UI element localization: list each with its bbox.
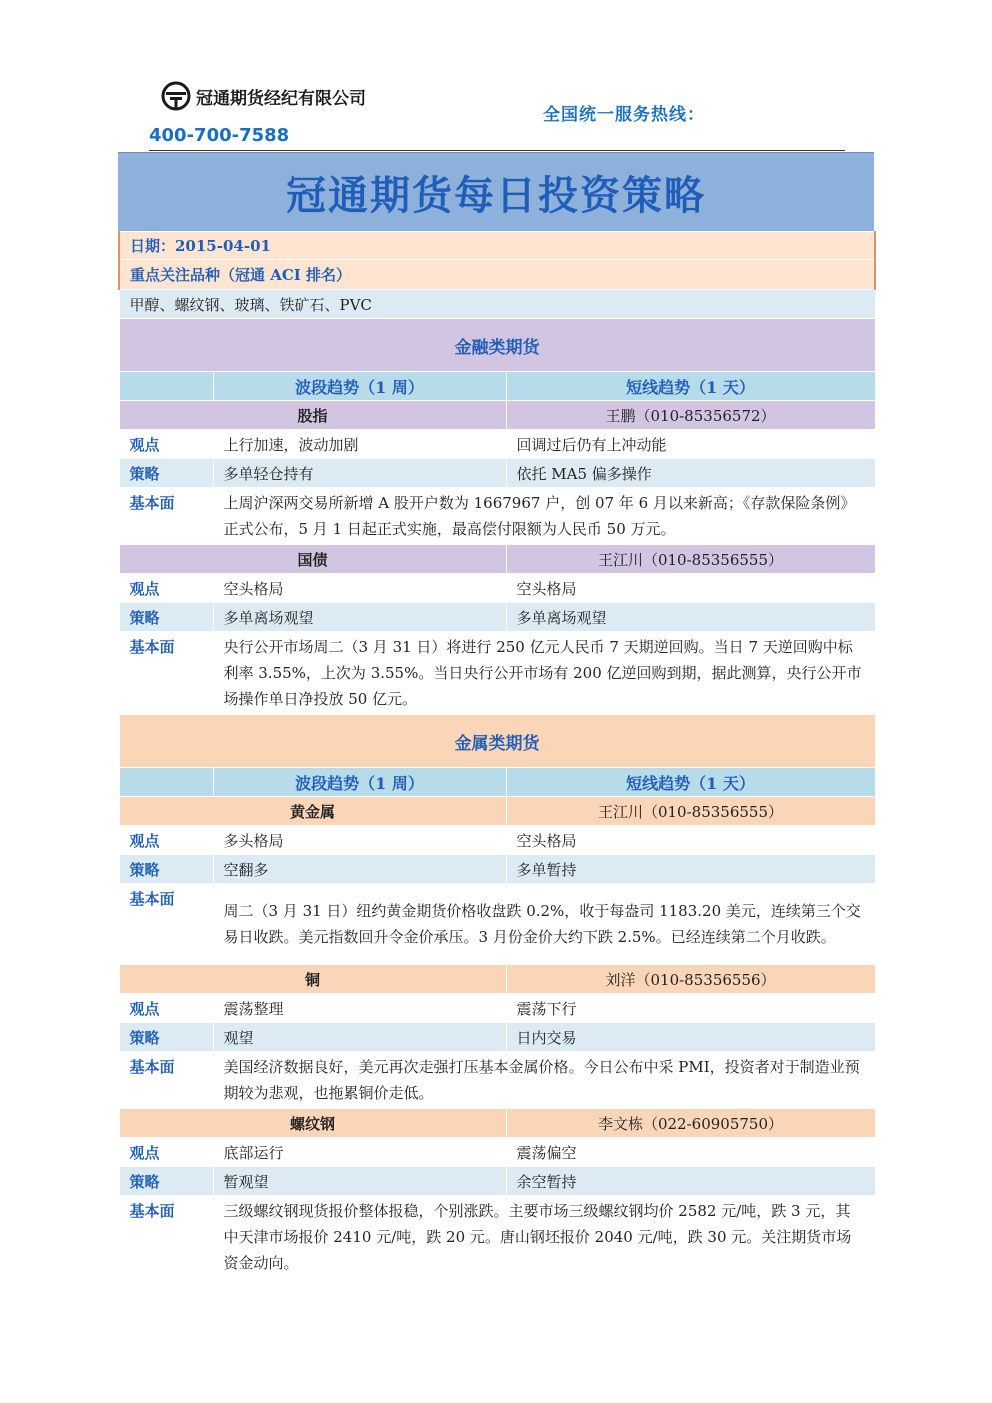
column-header-short: 短线趋势（1 天） bbox=[506, 768, 875, 797]
strategy-row bbox=[119, 855, 875, 884]
item-analyst: 李文栋（022-60905750） bbox=[506, 1109, 875, 1138]
view-label: 观点 bbox=[119, 574, 213, 603]
column-header-row bbox=[119, 768, 875, 797]
view-label: 观点 bbox=[119, 826, 213, 855]
item-header-row bbox=[119, 797, 875, 826]
view-row bbox=[119, 1138, 875, 1167]
strategy-short: 多单离场观望 bbox=[506, 603, 875, 632]
fundamentals-label: 基本面 bbox=[119, 632, 213, 715]
section-header-metals bbox=[119, 715, 875, 768]
view-row bbox=[119, 826, 875, 855]
fundamentals-label: 基本面 bbox=[119, 488, 213, 545]
fundamentals-text: 央行公开市场周二（3 月 31 日）将进行 250 亿元人民币 7 天期逆回购。当日 7 天逆回购中标利率 3.55%，上次为 3.55%。当日央行公开市场有 200 亿逆回购到期，据此测算，央行公开市场操作单日净投放 50 亿元。 bbox=[213, 632, 875, 715]
view-wave: 底部运行 bbox=[213, 1138, 506, 1167]
view-short: 空头格局 bbox=[506, 826, 875, 855]
focus-items: 甲醇、螺纹钢、玻璃、铁矿石、PVC bbox=[119, 290, 875, 319]
title-band bbox=[118, 152, 874, 231]
fundamentals-text: 上周沪深两交易所新增 A 股开户数为 1667967 户，创 07 年 6 月以来新高；《存款保险条例》正式公布，5 月 1 日起正式实施，最高偿付限额为人民币 50 万元。 bbox=[213, 488, 875, 545]
item-header-row bbox=[119, 965, 875, 994]
view-label: 观点 bbox=[119, 1138, 213, 1167]
item-analyst: 王江川（010-85356555） bbox=[506, 545, 875, 574]
column-header-wave: 波段趋势（1 周） bbox=[213, 768, 506, 797]
item-name: 股指 bbox=[119, 401, 506, 430]
item-name: 国债 bbox=[119, 545, 506, 574]
view-wave: 上行加速，波动加剧 bbox=[213, 430, 506, 459]
fundamentals-label: 基本面 bbox=[119, 884, 213, 965]
strategy-label: 策略 bbox=[119, 603, 213, 632]
strategy-row bbox=[119, 1167, 875, 1196]
strategy-short: 日内交易 bbox=[506, 1023, 875, 1052]
fundamentals-row bbox=[119, 632, 875, 715]
hotline-number: 400-700-7588 bbox=[149, 125, 290, 146]
item-analyst: 王鹏（010-85356572） bbox=[506, 401, 875, 430]
view-label: 观点 bbox=[119, 430, 213, 459]
fundamentals-label: 基本面 bbox=[119, 1052, 213, 1109]
column-header-wave: 波段趋势（1 周） bbox=[213, 372, 506, 401]
focus-title: 重点关注品种（冠通 ACI 排名） bbox=[119, 260, 875, 290]
strategy-table bbox=[118, 231, 876, 1279]
strategy-row bbox=[119, 603, 875, 632]
view-wave: 震荡整理 bbox=[213, 994, 506, 1023]
view-row bbox=[119, 430, 875, 459]
strategy-document bbox=[118, 152, 874, 1279]
fundamentals-label: 基本面 bbox=[119, 1196, 213, 1279]
view-short: 回调过后仍有上冲动能 bbox=[506, 430, 875, 459]
strategy-row bbox=[119, 1023, 875, 1052]
strategy-row bbox=[119, 459, 875, 488]
strategy-wave: 观望 bbox=[213, 1023, 506, 1052]
fundamentals-row bbox=[119, 488, 875, 545]
strategy-short: 依托 MA5 偏多操作 bbox=[506, 459, 875, 488]
header-divider bbox=[149, 150, 845, 151]
strategy-label: 策略 bbox=[119, 459, 213, 488]
strategy-label: 策略 bbox=[119, 1023, 213, 1052]
view-row bbox=[119, 994, 875, 1023]
focus-items-row bbox=[119, 290, 875, 319]
strategy-wave: 空翻多 bbox=[213, 855, 506, 884]
item-header-row bbox=[119, 401, 875, 430]
item-analyst: 王江川（010-85356555） bbox=[506, 797, 875, 826]
strategy-short: 多单暂持 bbox=[506, 855, 875, 884]
item-header-row bbox=[119, 545, 875, 574]
view-label: 观点 bbox=[119, 994, 213, 1023]
column-header-blank bbox=[119, 372, 213, 401]
strategy-short: 余空暂持 bbox=[506, 1167, 875, 1196]
column-header-row bbox=[119, 372, 875, 401]
view-row bbox=[119, 574, 875, 603]
strategy-label: 策略 bbox=[119, 855, 213, 884]
fundamentals-row bbox=[119, 884, 875, 965]
view-short: 震荡偏空 bbox=[506, 1138, 875, 1167]
view-short: 震荡下行 bbox=[506, 994, 875, 1023]
fundamentals-row bbox=[119, 1052, 875, 1109]
section-header-financial bbox=[119, 319, 875, 372]
item-analyst: 刘洋（010-85356556） bbox=[506, 965, 875, 994]
date-row bbox=[119, 232, 875, 260]
section-title: 金属类期货 bbox=[119, 715, 875, 768]
section-title: 金融类期货 bbox=[119, 319, 875, 372]
page-title: 冠通期货每日投资策略 bbox=[286, 172, 706, 219]
focus-title-row bbox=[119, 260, 875, 290]
view-wave: 多头格局 bbox=[213, 826, 506, 855]
fundamentals-row bbox=[119, 1196, 875, 1279]
view-wave: 空头格局 bbox=[213, 574, 506, 603]
item-header-row bbox=[119, 1109, 875, 1138]
strategy-label: 策略 bbox=[119, 1167, 213, 1196]
column-header-short: 短线趋势（1 天） bbox=[506, 372, 875, 401]
company-logo-icon bbox=[160, 80, 192, 112]
fundamentals-text: 周二（3 月 31 日）纽约黄金期货价格收盘跌 0.2%，收于每盎司 1183.20 美元，连续第三个交易日收跌。美元指数回升令金价承压。3 月份金价大约下跌 2.5%。已经连续第二个月收跌。 bbox=[213, 884, 875, 965]
item-name: 螺纹钢 bbox=[119, 1109, 506, 1138]
column-header-blank bbox=[119, 768, 213, 797]
hotline-label: 全国统一服务热线： bbox=[543, 105, 705, 125]
item-name: 铜 bbox=[119, 965, 506, 994]
view-short: 空头格局 bbox=[506, 574, 875, 603]
company-name: 冠通期货经纪有限公司 bbox=[196, 88, 366, 109]
fundamentals-text: 美国经济数据良好，美元再次走强打压基本金属价格。今日公布中采 PMI，投资者对于制造业预期较为悲观，也拖累铜价走低。 bbox=[213, 1052, 875, 1109]
date-line: 日期：2015-04-01 bbox=[119, 232, 875, 260]
fundamentals-text: 三级螺纹钢现货报价整体报稳，个别涨跌。主要市场三级螺纹钢均价 2582 元/吨，跌 3 元，其中天津市场报价 2410 元/吨，跌 20 元。唐山钢坯报价 2040 元/吨，跌 30 元。关注期货市场资金动向。 bbox=[213, 1196, 875, 1279]
company-logo bbox=[160, 80, 366, 112]
strategy-wave: 多单轻仓持有 bbox=[213, 459, 506, 488]
strategy-wave: 暂观望 bbox=[213, 1167, 506, 1196]
strategy-wave: 多单离场观望 bbox=[213, 603, 506, 632]
item-name: 黄金属 bbox=[119, 797, 506, 826]
